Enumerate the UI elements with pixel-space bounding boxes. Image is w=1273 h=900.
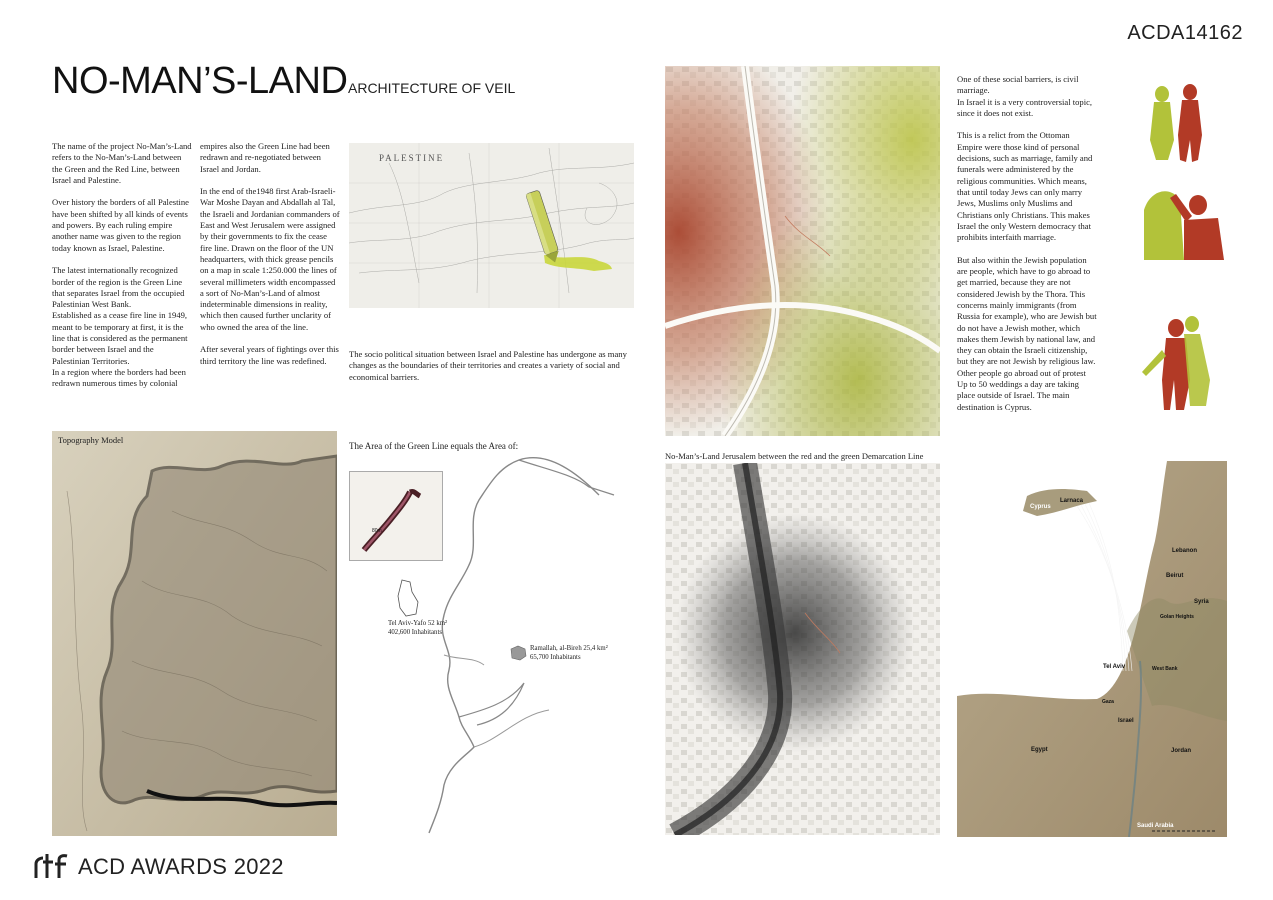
label-larnaca: Larnaca [1060, 498, 1084, 504]
label-gaza: Gaza [1102, 699, 1114, 705]
label-lebanon: Lebanon [1172, 548, 1197, 554]
label-beirut: Beirut [1166, 573, 1184, 579]
intro-text-column-1: The name of the project No-Man’s-Land refers to the No-Man’s-Land between the Green and the Red Line, between Israel and Palestine. Over history the borders of all Palestine have been shifted by all kinds of events and powers. By each ruling empire another name was given to the region today known as Israel, Palestine. The latest internationally recognized border of the region is the Green Line that separates Israel from the occupied Palestinian West Bank. Established as a cease fire line in 1949, meant to be temporary at first, it is the line that is considered as the permanent border between Israel and the Palestinian Territories. In a region where the borders had been redrawn numerous times by colonial [52, 141, 192, 389]
historic-map-image [349, 143, 634, 308]
civil-marriage-text: One of these social barriers, is civil marriage. In Israel it is a very controversial topic, since it does not exist. This is a relict from the Ottoman Empire were those kind of personal decisions, such as marriage, family and funerals were administered by the religious communities. Which means, that until today Jews can only marry Jews, Muslims only Muslims and Christians only Christians. This makes Israel the only Western democracy that prohibits interfaith marriage. But also within the Jewish population are people, which have to go abroad to get married, because they are not considered Jewish by the Thora. This concerns mainly immigrants (from Russia for example), who are Jewish but do not have a Jewish mother, which makes them Jewish by national law, and they can obtain the Israeli citizenship, but they are not Jewish by religious law. Other people go abroad out of protest Up to 50 weddings a day are taking place outside of Israel. The main destination is Cyprus. [957, 74, 1097, 412]
map-label-palestine: PALESTINE [379, 153, 445, 163]
topography-label: Topography Model [58, 435, 124, 445]
topography-model-image [52, 431, 337, 836]
couple-figure-1 [1150, 84, 1202, 162]
label-israel: Israel [1118, 718, 1134, 724]
label-golan-heights: Golan Heights [1160, 614, 1194, 620]
label-west-bank: West Bank [1152, 666, 1178, 672]
inset-scale-label: 80m [372, 528, 382, 534]
telaviv-caption: Tel Aviv-Yafo 52 km² 402,600 Inhabitants [388, 620, 448, 636]
label-saudi-arabia: Saudi Arabia [1137, 823, 1174, 829]
project-code: ACDA14162 [1127, 22, 1243, 44]
couple-illustrations [1140, 80, 1230, 410]
label-syria: Syria [1194, 599, 1209, 605]
telaviv-shape [396, 578, 420, 618]
footer-awards: ACD AWARDS 2022 [78, 854, 284, 879]
couple-figure-3 [1142, 316, 1210, 410]
area-title: The Area of the Green Line equals the Area of: [349, 441, 519, 451]
label-jordan: Jordan [1171, 748, 1192, 754]
jerusalem-demarcation-map [665, 66, 940, 436]
jerusalem-caption: No-Man’s-Land Jerusalem between the red and the green Demarcation Line [665, 451, 924, 461]
couple-figure-2 [1144, 191, 1224, 260]
region-satellite-map [957, 461, 1227, 837]
ramallah-shape [508, 644, 528, 662]
ramallah-caption: Ramallah, al-Bireh 25,4 km² 65,700 Inhabitants [530, 645, 608, 661]
page-subtitle: ARCHITECTURE OF VEIL [348, 80, 516, 96]
map-caption: The socio political situation between Israel and Palestine has undergone as many changes as the boundaries of their territories and creates a variety of social and economical barriers. [349, 349, 627, 382]
jerusalem-shadow-map [665, 463, 940, 835]
page-title: NO-MAN’S-LAND [52, 60, 348, 102]
intro-text-column-2: empires also the Green Line had been redrawn and re-negotiated between Israel and Jordan. In the end of the1948 first Arab-Israeli-War Moshe Dayan and Abdallah al Tal, the Israeli and Jordanian commanders of East and West Jerusalem were assigned by their governments to fix the cease fire line. Drawn on the floor of the UN headquarters, with thick grease pencils on a map in scale 1:250.000 the lines of several millimeters width encompassed a sort of No-Man’s-Land of almost indeterminable dimensions in reality, which then caused further unclarity of who owned the area of the line. After several years of fightings over this third territory the line was redefined. [200, 141, 340, 366]
rtf-logo [32, 852, 72, 882]
inset-zoom-photo [349, 471, 443, 561]
label-tel-aviv: Tel Aviv [1103, 664, 1126, 670]
label-egypt: Egypt [1031, 747, 1048, 753]
label-cyprus: Cyprus [1030, 504, 1051, 510]
